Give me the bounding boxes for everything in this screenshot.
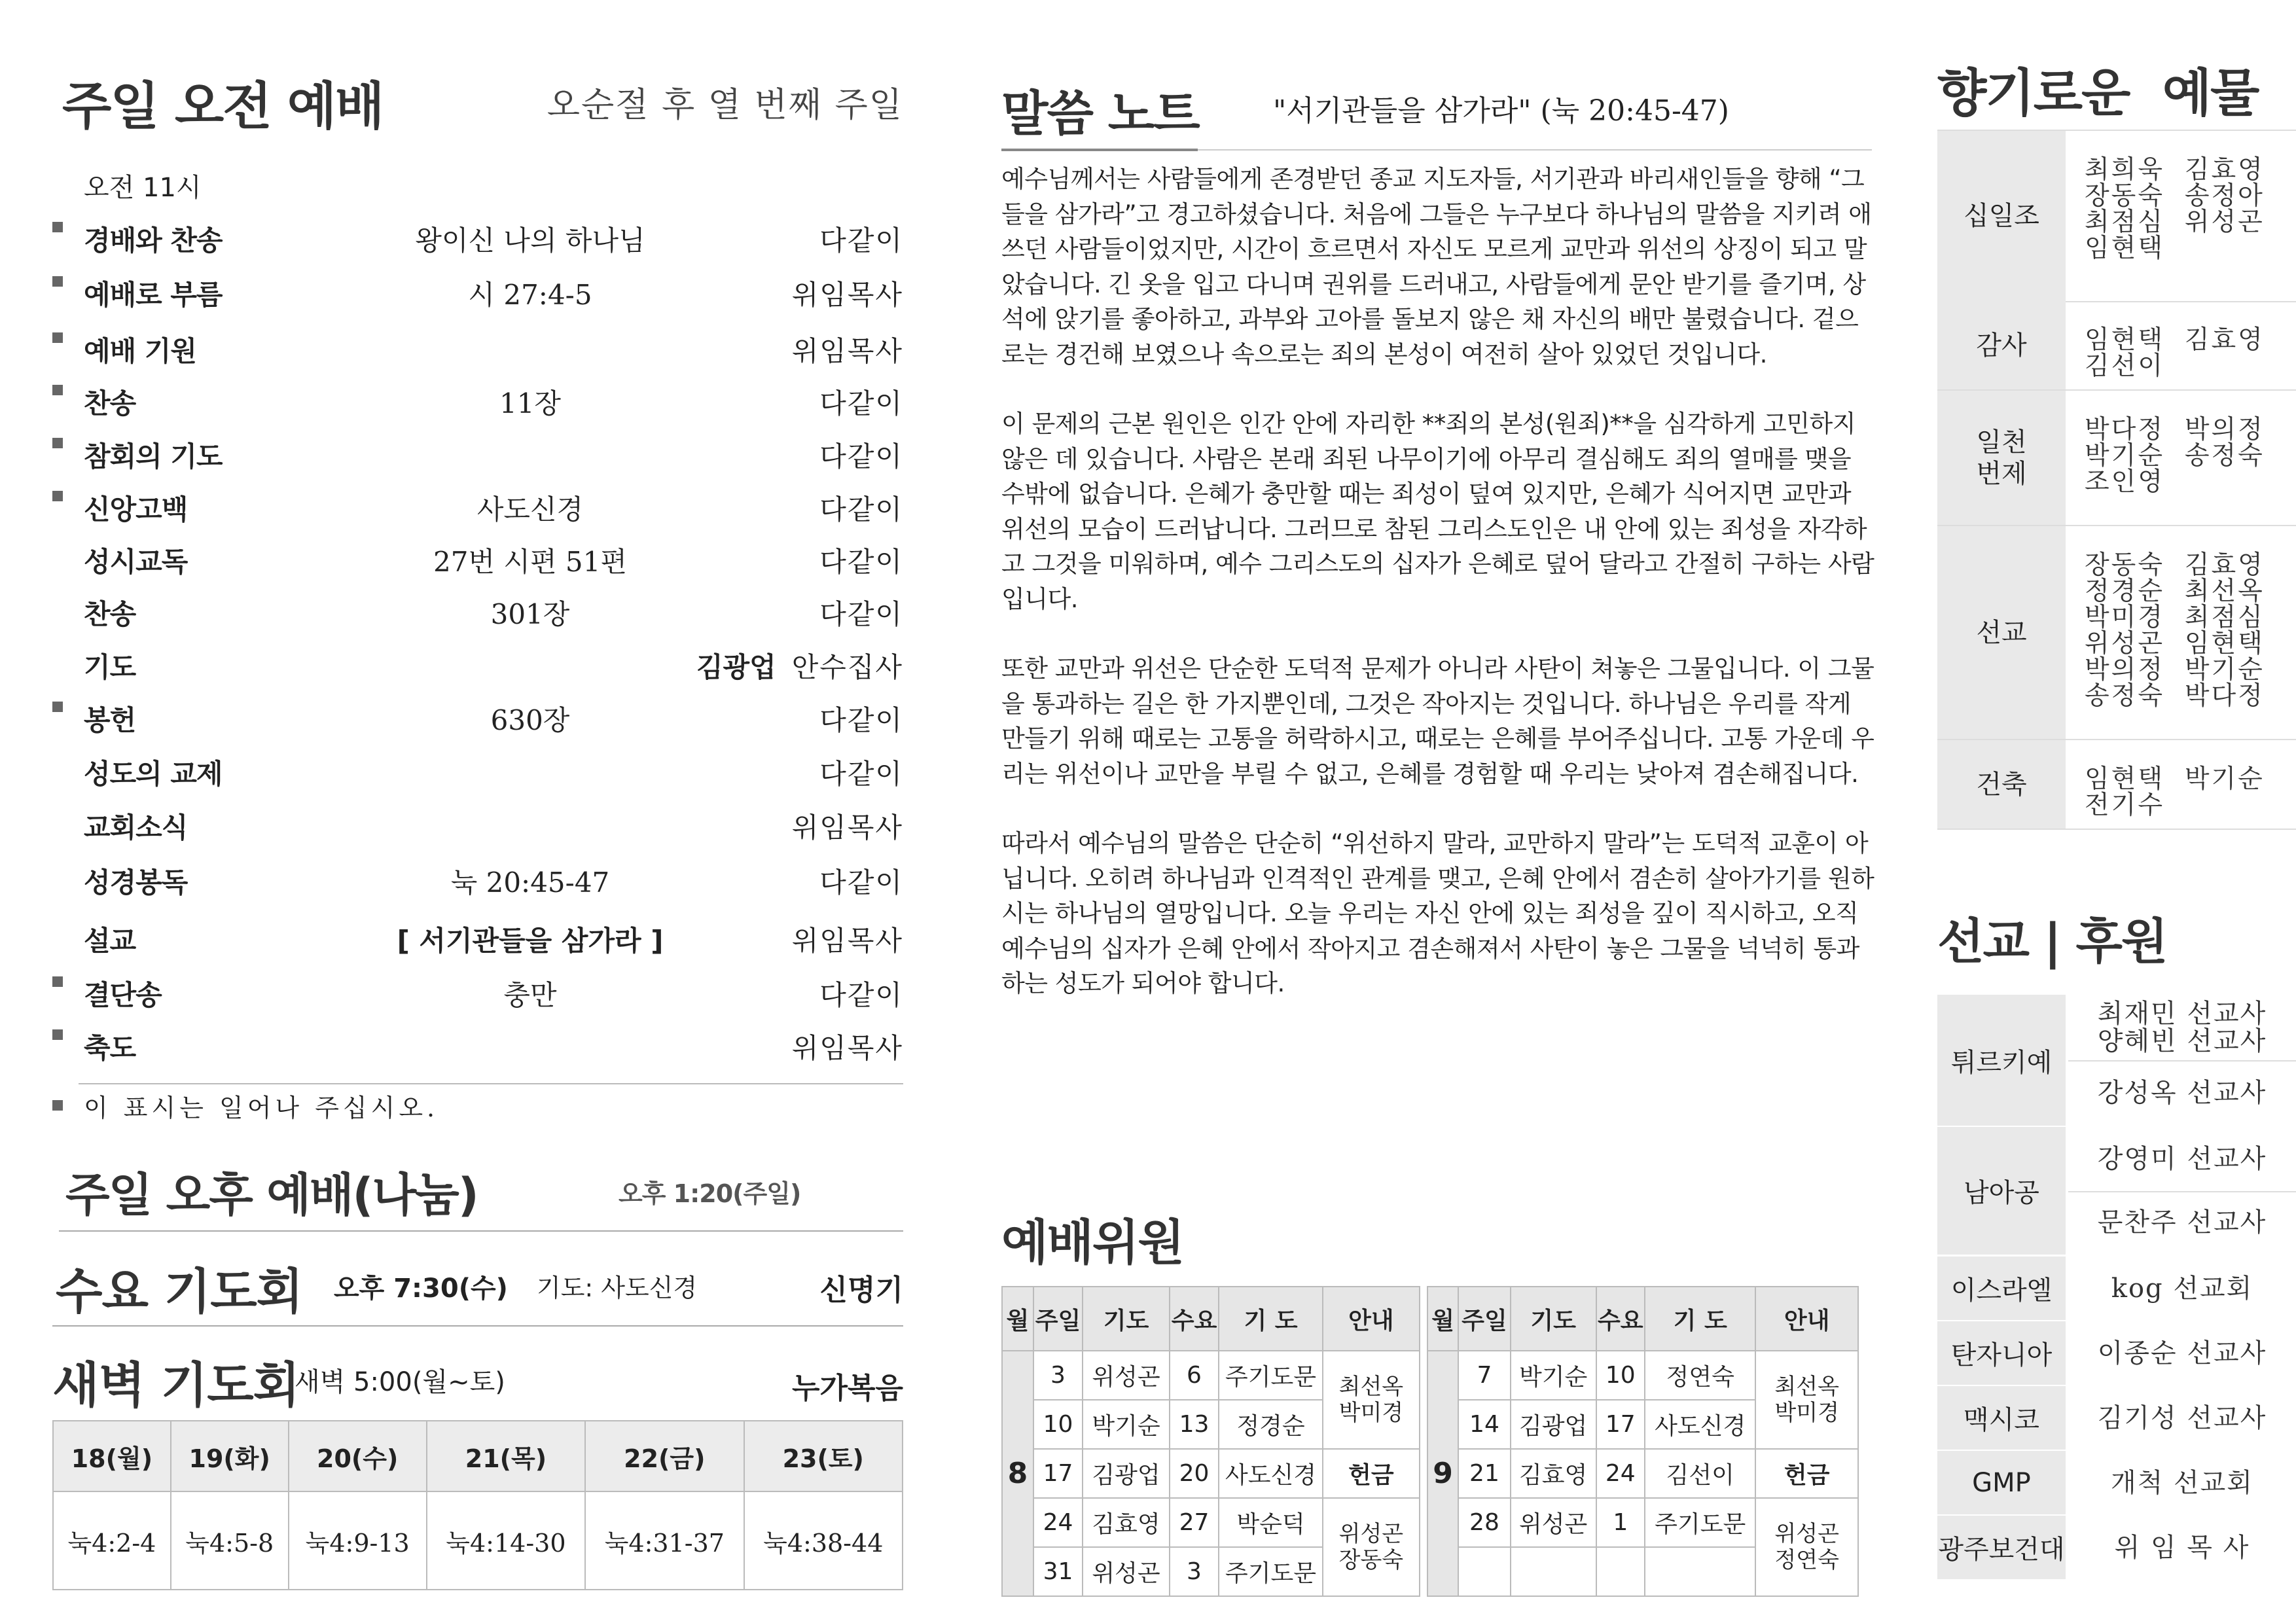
stand-marker-icon xyxy=(52,1029,63,1040)
offering-names: 장동숙 김효영 정경순 최선옥 박미경 최점심 위성곤 임현택 박의정 박기순 송정숙 박다정 xyxy=(2085,550,2265,711)
duty-cell-sun: 28 xyxy=(1458,1498,1511,1547)
order-item-leader-role: 다같이 xyxy=(819,493,903,526)
missions-title: 선교 | 후원 xyxy=(1937,914,2167,970)
order-row xyxy=(52,435,903,488)
duty-cell-sun: 3 xyxy=(1033,1351,1083,1400)
duty-cell-p: 위성곤 xyxy=(1511,1498,1596,1547)
offering-label: 일천 번제 xyxy=(1937,391,2066,525)
order-item-leader xyxy=(792,919,903,959)
order-item-content: 사도신경 xyxy=(476,493,584,526)
stand-marker-icon xyxy=(52,385,63,395)
dawn-day: 23(토) xyxy=(744,1421,903,1491)
sermon-body xyxy=(1001,162,1878,1001)
order-item-leader-role: 다같이 xyxy=(819,387,903,419)
order-item-content: 11장 xyxy=(499,387,561,419)
order-item-content: 27번 시편 51편 xyxy=(433,546,627,578)
duty-cell-wp: 사도신경 xyxy=(1645,1400,1755,1449)
dawn-day-row xyxy=(53,1421,903,1491)
duty-row xyxy=(1002,1498,1420,1547)
duty-cell-sun: 31 xyxy=(1033,1547,1083,1596)
mission-row xyxy=(1937,1127,2296,1255)
dawn-day: 22(금) xyxy=(585,1421,744,1491)
duty-cell-sun: 21 xyxy=(1458,1449,1511,1498)
order-item-leader-role: 위임목사 xyxy=(791,279,903,311)
duty-cell-p: 박기순 xyxy=(1083,1400,1170,1449)
duty-header-row xyxy=(1427,1287,1858,1351)
mission-row xyxy=(1937,1386,2296,1450)
order-row xyxy=(52,974,903,1026)
mission-row xyxy=(1937,995,2296,1126)
order-item-name: 예배 기원 xyxy=(84,335,196,367)
divider-accent xyxy=(1001,149,1198,151)
duty-cell-wed: 1 xyxy=(1596,1498,1645,1547)
order-row xyxy=(52,330,903,382)
duty-cell-wp: 김선이 xyxy=(1645,1449,1755,1498)
divider xyxy=(2068,1060,2296,1061)
duty-month: 9 xyxy=(1427,1351,1458,1596)
dawn-reading: 눅4:2-4 xyxy=(53,1491,171,1590)
dawn-day: 18(월) xyxy=(53,1421,171,1491)
dawn-reading-row xyxy=(53,1491,903,1590)
duty-header-cell: 기도 xyxy=(1083,1287,1170,1351)
dawn-reading-table xyxy=(52,1420,903,1590)
wednesday-prayer-title: 수요 기도회 xyxy=(56,1264,303,1320)
service-time: 오전 11시 xyxy=(84,173,202,203)
duty-row xyxy=(1427,1351,1858,1400)
order-item-leader xyxy=(792,274,903,313)
duty-header-cell: 기도 xyxy=(1511,1287,1596,1351)
mission-supported: 강영미 선교사 xyxy=(2097,1143,2267,1174)
duty-cell-wp: 사도신경 xyxy=(1219,1449,1323,1498)
dawn-day: 19(화) xyxy=(171,1421,289,1491)
wednesday-prayer-time: 오후 7:30(수) xyxy=(334,1274,508,1304)
dawn-day: 21(목) xyxy=(427,1421,585,1491)
duty-cell-sun: 24 xyxy=(1033,1498,1083,1547)
dawn-reading: 눅4:38-44 xyxy=(744,1491,903,1590)
duty-cell-wp: 주기도문 xyxy=(1219,1547,1323,1596)
order-item-content: 시 27:4-5 xyxy=(468,279,592,311)
stand-marker-icon xyxy=(52,702,63,712)
order-item-content: 눅 20:45-47 xyxy=(450,866,610,899)
divider xyxy=(52,1325,903,1327)
duty-cell-wed: 17 xyxy=(1596,1400,1645,1449)
order-row xyxy=(52,861,903,914)
stand-marker-icon xyxy=(52,491,63,501)
order-item-leader-role: 다같이 xyxy=(819,546,903,578)
order-item-leader-role: 위임목사 xyxy=(791,812,903,844)
duty-cell-p: 김광업 xyxy=(1083,1449,1170,1498)
order-item-name: 설교 xyxy=(84,925,136,957)
duty-offering: 헌금 xyxy=(1323,1449,1420,1498)
order-item-leader xyxy=(819,435,903,474)
duty-cell-wp: 박순덕 xyxy=(1219,1498,1323,1547)
duty-row xyxy=(1427,1449,1858,1498)
duty-guide: 위성곤 정연숙 xyxy=(1755,1498,1858,1596)
afternoon-service-time: 오후 1:20(주일) xyxy=(619,1179,801,1208)
order-row xyxy=(52,274,903,326)
order-item-leader-role: 위임목사 xyxy=(791,925,903,957)
offering-row xyxy=(1937,391,2296,526)
offering-names: 임현택 김효영 김선이 xyxy=(2085,325,2265,381)
duty-header-cell: 수요 xyxy=(1596,1287,1645,1351)
offerings-title: 향기로운 예물 xyxy=(1937,64,2259,123)
duty-cell-sun: 17 xyxy=(1033,1449,1083,1498)
duty-cell-sun xyxy=(1458,1547,1511,1596)
dawn-prayer-book: 누가복음 xyxy=(791,1372,903,1405)
duty-cell-p: 김광업 xyxy=(1511,1400,1596,1449)
order-item-content: 630장 xyxy=(490,704,570,736)
order-item-leader xyxy=(819,861,903,901)
order-item-content: 301장 xyxy=(490,598,570,630)
duty-header-cell: 기 도 xyxy=(1645,1287,1755,1351)
duty-cell-wp xyxy=(1645,1547,1755,1596)
stand-marker-icon xyxy=(52,222,63,232)
worship-committee-title: 예배위원 xyxy=(1001,1215,1183,1271)
order-item-leader-role: 다같이 xyxy=(819,598,903,630)
order-item-leader-role: 다같이 xyxy=(819,866,903,899)
order-item-leader-role: 다같이 xyxy=(819,440,903,473)
offering-row xyxy=(1937,526,2296,740)
sermon-paragraph: 예수님께서는 사람들에게 존경받던 종교 지도자들, 서기관과 바리새인들을 향해 “그들을 삼가라”고 경고하셨습니다. 처음에 그들은 누구보다 하나님의 말씀을 지키려 애쓰던 사람들이었지만, 시간이 흐르면서 자신도 모르게 교만과 위선의 상징이 되고 말았습니다. 긴 옷을 입고 다니며 권위를 드러내고, 사람들에게 문안 받기를 즐기며, 상석에 앉기를 좋아하고, 과부와 고아를 돌보지 않은 채 자신의 배만 불렸습니다. 겉으로는 경건해 보였으나 속으로는 죄의 본성이 여전히 살아 있었던 것입니다. xyxy=(1001,165,1872,368)
dawn-reading: 눅4:5-8 xyxy=(171,1491,289,1590)
duty-cell-wed: 3 xyxy=(1170,1547,1219,1596)
offering-row xyxy=(1937,740,2296,830)
offering-names: 최희욱 김효영 장동숙 송정아 최점심 위성곤 임현택 xyxy=(2085,155,2265,263)
duty-cell-wed: 13 xyxy=(1170,1400,1219,1449)
order-item-leader-role: 다같이 xyxy=(819,758,903,790)
order-item-name: 기도 xyxy=(84,651,136,683)
order-item-leader xyxy=(792,330,903,369)
mission-supported: 위 임 목 사 xyxy=(2114,1532,2250,1563)
dawn-day: 20(수) xyxy=(289,1421,427,1491)
offering-label: 십일조 xyxy=(1937,131,2066,301)
duty-cell-p: 위성곤 xyxy=(1083,1547,1170,1596)
duty-cell-p: 위성곤 xyxy=(1083,1351,1170,1400)
order-item-name: 예배로 부름 xyxy=(84,279,223,311)
duty-cell-wp: 주기도문 xyxy=(1219,1351,1323,1400)
duty-cell-wp: 정경순 xyxy=(1219,1400,1323,1449)
afternoon-service-title: 주일 오후 예배(나눔) xyxy=(65,1168,478,1222)
order-row xyxy=(52,919,903,972)
mission-country: 튀르키예 xyxy=(1937,995,2066,1126)
order-row xyxy=(52,541,903,593)
mission-row xyxy=(1937,1257,2296,1320)
order-item-leader xyxy=(819,593,903,632)
dawn-reading: 눅4:9-13 xyxy=(289,1491,427,1590)
order-item-name: 봉헌 xyxy=(84,704,136,736)
duty-header-cell: 주일 xyxy=(1458,1287,1511,1351)
duty-cell-wp: 주기도문 xyxy=(1645,1498,1755,1547)
duty-header-cell: 안내 xyxy=(1755,1287,1858,1351)
mission-supported: 김기성 선교사 xyxy=(2097,1402,2267,1433)
duty-header-cell: 주일 xyxy=(1033,1287,1083,1351)
order-row xyxy=(52,646,903,698)
mission-country: 탄자니아 xyxy=(1937,1321,2066,1385)
duty-cell-sun: 10 xyxy=(1033,1400,1083,1449)
duty-header-cell: 월 xyxy=(1427,1287,1458,1351)
dawn-prayer-time: 새벽 5:00(월~토) xyxy=(295,1367,505,1397)
order-item-name: 신앙고백 xyxy=(84,493,188,526)
stand-marker-icon xyxy=(52,276,63,287)
order-row xyxy=(52,806,903,859)
duty-cell-wed: 6 xyxy=(1170,1351,1219,1400)
order-row xyxy=(52,488,903,541)
duty-offering: 헌금 xyxy=(1755,1449,1858,1498)
sermon-paragraph: 이 문제의 근본 원인은 인간 안에 자리한 **죄의 본성(원죄)**을 심각하게 고민하지 않은 데 있습니다. 사람은 본래 죄된 나무이기에 아무리 결심해도 죄의 열매를 맺을 수밖에 없습니다. 은혜가 충만할 때는 죄성이 덮여 있지만, 은혜가 식어지면 교만과 위선의 모습이 드러납니다. 그러므로 참된 그리스도인은 내 안에 있는 죄성을 자각하고 그것을 미워하며, 예수 그리스도의 십자가 은혜로 덮어 달라고 간절히 구하는 사람입니다. xyxy=(1001,410,1874,613)
duty-row xyxy=(1002,1449,1420,1498)
sermon-note-title: 말씀 노트 xyxy=(1001,86,1199,142)
mission-supported: 강성옥 선교사 xyxy=(2097,1078,2267,1108)
duty-cell-wed: 27 xyxy=(1170,1498,1219,1547)
divider xyxy=(2068,1191,2296,1192)
order-item-content: 왕이신 나의 하나님 xyxy=(415,224,645,257)
order-item-leader-role: 다같이 xyxy=(819,704,903,736)
mission-supported: kog 선교회 xyxy=(2111,1273,2253,1304)
duty-guide: 최선옥 박미경 xyxy=(1323,1351,1420,1449)
order-item-leader-role: 안수집사 xyxy=(791,651,903,683)
mission-country: GMP xyxy=(1937,1451,2066,1514)
order-item-leader xyxy=(819,219,903,259)
duty-cell-p xyxy=(1511,1547,1596,1596)
order-item-content: [ 서기관들을 삼가라 ] xyxy=(397,925,664,957)
order-item-leader-role: 다같이 xyxy=(819,979,903,1011)
duty-guide: 최선옥 박미경 xyxy=(1755,1351,1858,1449)
order-item-name: 경배와 찬송 xyxy=(84,224,223,257)
order-item-name: 성경봉독 xyxy=(84,866,188,899)
wednesday-prayer-leader: 신명기 xyxy=(819,1274,903,1307)
mission-supported: 이종순 선교사 xyxy=(2097,1338,2267,1368)
stand-marker-icon xyxy=(52,1100,63,1111)
duty-guide: 위성곤 장동숙 xyxy=(1323,1498,1420,1596)
stand-marker-icon xyxy=(52,332,63,343)
order-item-leader xyxy=(792,1027,903,1066)
order-row xyxy=(52,382,903,435)
offering-label: 건축 xyxy=(1937,740,2066,829)
order-item-name: 찬송 xyxy=(84,387,136,419)
sermon-paragraph: 따라서 예수님의 말씀은 단순히 “위선하지 말라, 교만하지 말라”는 도덕적 교훈이 아닙니다. 오히려 하나님과 인격적인 관계를 맺고, 은혜 안에서 겸손히 살아가기를 원하시는 하나님의 열망입니다. 오늘 우리는 자신 안에 있는 죄성을 깊이 직시하고, 오직 예수님의 십자가 은혜 안에서 작아지고 겸손해져서 사탄이 놓은 그물을 넉넉히 통과하는 성도가 되어야 합니다. xyxy=(1001,829,1874,997)
divider xyxy=(59,1230,903,1232)
stand-marker-icon xyxy=(52,438,63,448)
order-item-leader-name: 김광업 xyxy=(696,651,776,683)
stand-note: 이 표시는 일어나 주십시오. xyxy=(84,1094,439,1122)
mission-row xyxy=(1937,1321,2296,1385)
order-item-leader xyxy=(819,974,903,1013)
order-item-name: 성시교독 xyxy=(84,546,188,578)
divider xyxy=(79,1083,903,1084)
order-item-leader xyxy=(819,699,903,738)
order-row xyxy=(52,593,903,645)
wednesday-prayer-note: 기도: 사도신경 xyxy=(537,1274,698,1302)
duty-cell-wed xyxy=(1596,1547,1645,1596)
order-item-leader-role: 다같이 xyxy=(819,224,903,257)
august-duty-table xyxy=(1001,1286,1420,1597)
duty-cell-wed: 24 xyxy=(1596,1449,1645,1498)
order-item-leader xyxy=(819,541,903,580)
offering-row xyxy=(1937,130,2296,302)
order-item-leader xyxy=(792,806,903,846)
order-item-leader xyxy=(819,753,903,792)
order-item-leader xyxy=(696,646,903,685)
order-item-leader xyxy=(819,488,903,527)
duty-header-cell: 기 도 xyxy=(1219,1287,1323,1351)
stand-marker-icon xyxy=(52,976,63,987)
duty-cell-sun: 7 xyxy=(1458,1351,1511,1400)
offering-names: 박다정 박의정 박기순 송정숙 조인영 xyxy=(2085,415,2265,497)
duty-month: 8 xyxy=(1002,1351,1033,1596)
mission-country: 남아공 xyxy=(1937,1127,2066,1255)
duty-header-row xyxy=(1002,1287,1420,1351)
order-item-leader-role: 위임목사 xyxy=(791,335,903,367)
order-item-leader-role: 위임목사 xyxy=(791,1032,903,1064)
order-item-name: 축도 xyxy=(84,1032,136,1064)
order-item-name: 참회의 기도 xyxy=(84,440,223,473)
mission-row xyxy=(1937,1516,2296,1579)
order-item-name: 성도의 교제 xyxy=(84,758,223,790)
order-item-name: 교회소식 xyxy=(84,812,188,844)
mission-supported: 최재민 선교사 양혜빈 선교사 xyxy=(2097,999,2267,1056)
order-row xyxy=(52,219,903,272)
duty-cell-wed: 10 xyxy=(1596,1351,1645,1400)
offering-label: 선교 xyxy=(1937,526,2066,739)
order-row xyxy=(52,699,903,751)
dawn-reading: 눅4:31-37 xyxy=(585,1491,744,1590)
mission-country: 광주보건대 xyxy=(1937,1516,2066,1579)
order-item-leader xyxy=(819,382,903,421)
sermon-note-subtitle: "서기관들을 삼가라" (눅 20:45-47) xyxy=(1273,94,1729,128)
morning-service-subtitle: 오순절 후 열 번째 주일 xyxy=(547,86,903,125)
order-item-name: 결단송 xyxy=(84,979,162,1011)
mission-supported: 개척 선교회 xyxy=(2111,1467,2253,1498)
duty-row xyxy=(1427,1498,1858,1547)
mission-supported: 문찬주 선교사 xyxy=(2097,1207,2267,1238)
mission-country: 이스라엘 xyxy=(1937,1257,2066,1320)
duty-header-cell: 월 xyxy=(1002,1287,1033,1351)
morning-service-title: 주일 오전 예배 xyxy=(62,77,384,136)
duty-cell-p: 김효영 xyxy=(1511,1449,1596,1498)
order-row xyxy=(52,1027,903,1079)
order-row xyxy=(52,753,903,805)
order-item-content: 충만 xyxy=(503,979,557,1011)
duty-cell-wp: 정연숙 xyxy=(1645,1351,1755,1400)
offering-row xyxy=(1937,301,2296,391)
duty-header-cell: 수요 xyxy=(1170,1287,1219,1351)
sermon-paragraph: 또한 교만과 위선은 단순한 도덕적 문제가 아니라 사탄이 쳐놓은 그물입니다. 이 그물을 통과하는 길은 한 가지뿐인데, 그것은 작아지는 것입니다. 하나님은 우리를 작게 만들기 위해 때로는 고통을 허락하시고, 때로는 은혜를 부어주십니다. 고통 가운데 우리는 위선이나 교만을 부릴 수 없고, 은혜를 경험할 때 우리는 낮아져 겸손해집니다. xyxy=(1001,654,1874,788)
mission-country: 맥시코 xyxy=(1937,1386,2066,1450)
dawn-reading: 눅4:14-30 xyxy=(427,1491,585,1590)
duty-cell-p: 김효영 xyxy=(1083,1498,1170,1547)
dawn-prayer-title: 새벽 기도회 xyxy=(52,1357,300,1414)
duty-cell-sun: 14 xyxy=(1458,1400,1511,1449)
offering-label: 감사 xyxy=(1937,301,2066,389)
duty-row xyxy=(1002,1351,1420,1400)
duty-cell-p: 박기순 xyxy=(1511,1351,1596,1400)
duty-cell-wed: 20 xyxy=(1170,1449,1219,1498)
duty-header-cell: 안내 xyxy=(1323,1287,1420,1351)
offering-names: 임현택 박기순 전기수 xyxy=(2085,764,2265,820)
mission-row xyxy=(1937,1451,2296,1514)
september-duty-table xyxy=(1427,1286,1859,1597)
order-item-name: 찬송 xyxy=(84,598,136,630)
